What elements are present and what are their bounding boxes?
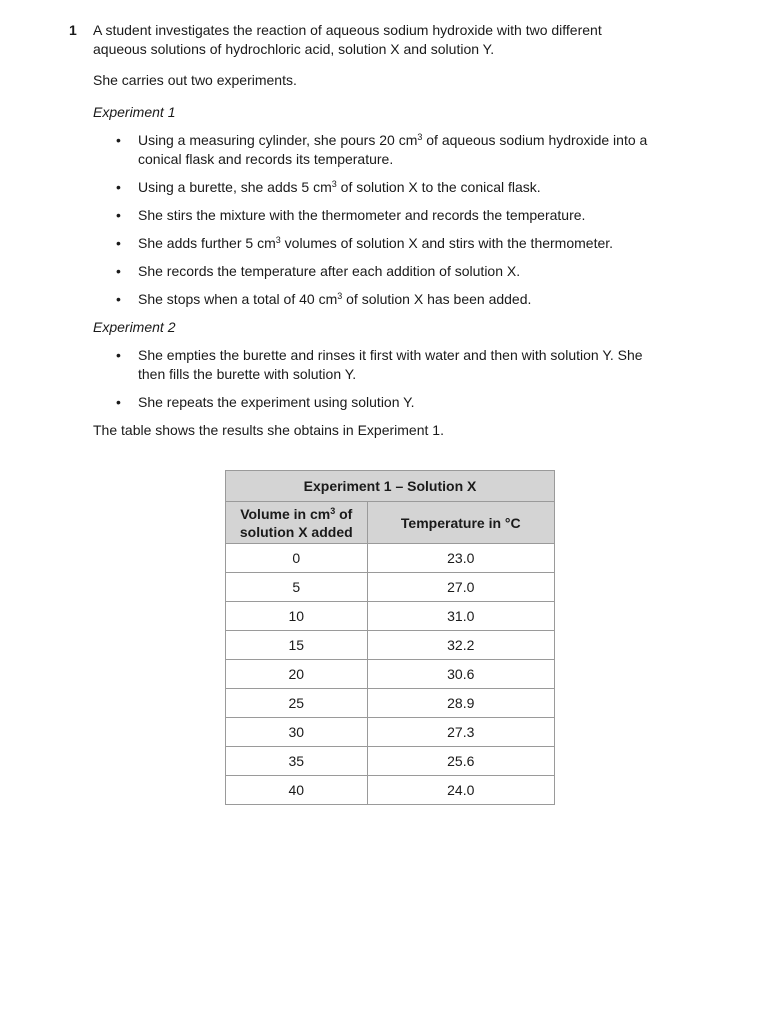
table-row bbox=[226, 573, 555, 602]
bullet-icon: • bbox=[116, 347, 121, 363]
table-row bbox=[226, 602, 555, 631]
bullet-text: She adds further 5 $cm^3$ volumes of solution X and stirs with the thermometer. bbox=[138, 235, 614, 251]
temperature-cell: 30.6 bbox=[367, 660, 554, 689]
bullet-icon: • bbox=[116, 132, 121, 148]
bullet-text: She records the temperature after each addition of solution X. bbox=[138, 263, 521, 279]
column-header-temperature: Temperature in °C bbox=[367, 502, 554, 544]
temperature-cell: 25.6 bbox=[367, 747, 554, 776]
bullet-icon: • bbox=[116, 291, 121, 307]
volume-cell: 5 bbox=[226, 573, 368, 602]
table-row bbox=[226, 718, 555, 747]
bullet-item bbox=[93, 178, 653, 197]
volume-cell: 30 bbox=[226, 718, 368, 747]
bullet-item bbox=[93, 393, 653, 412]
bullet-text: She repeats the experiment using solution Y. bbox=[138, 394, 415, 410]
table-row bbox=[226, 747, 555, 776]
table-row bbox=[226, 776, 555, 805]
bullet-text: Using a burette, she adds 5 $cm^3$ of solution X to the conical flask. bbox=[138, 179, 541, 195]
volume-cell: 15 bbox=[226, 631, 368, 660]
volume-cell: 20 bbox=[226, 660, 368, 689]
table-row bbox=[226, 689, 555, 718]
volume-cell: 0 bbox=[226, 544, 368, 573]
experiments-count-statement: She carries out two experiments. bbox=[93, 72, 297, 88]
temperature-cell: 27.3 bbox=[367, 718, 554, 747]
table-row bbox=[226, 631, 555, 660]
temperature-cell: 32.2 bbox=[367, 631, 554, 660]
question-content bbox=[93, 21, 653, 440]
question-intro: A student investigates the reaction of aqueous sodium hydroxide with two different aqueous solutions of hydrochloric acid, solution X and solution Y. bbox=[93, 22, 602, 57]
bullet-text: She empties the burette and rinses it first with water and then with solution Y. She then fills the burette with solution Y. bbox=[138, 347, 643, 382]
results-table bbox=[225, 470, 555, 805]
bullet-item bbox=[93, 206, 653, 225]
bullet-item bbox=[93, 234, 653, 253]
temperature-cell: 28.9 bbox=[367, 689, 554, 718]
table-row bbox=[226, 660, 555, 689]
volume-cell: 10 bbox=[226, 602, 368, 631]
bullet-icon: • bbox=[116, 235, 121, 251]
table-title: Experiment 1 – Solution X bbox=[226, 471, 555, 502]
bullet-icon: • bbox=[116, 207, 121, 223]
temperature-cell: 23.0 bbox=[367, 544, 554, 573]
volume-cell: 35 bbox=[226, 747, 368, 776]
experiment-1-heading: Experiment 1 bbox=[93, 104, 176, 120]
table-row bbox=[226, 544, 555, 573]
experiment-2-steps bbox=[93, 346, 653, 412]
bullet-icon: • bbox=[116, 263, 121, 279]
question-number: 1 bbox=[69, 22, 77, 38]
experiment-1-steps bbox=[93, 131, 653, 309]
bullet-icon: • bbox=[116, 179, 121, 195]
bullet-text: She stirs the mixture with the thermometer and records the temperature. bbox=[138, 207, 586, 223]
bullet-item bbox=[93, 131, 653, 169]
temperature-cell: 24.0 bbox=[367, 776, 554, 805]
temperature-cell: 27.0 bbox=[367, 573, 554, 602]
volume-cell: 40 bbox=[226, 776, 368, 805]
bullet-text: She stops when a total of 40 $cm^3$ of solution X has been added. bbox=[138, 291, 532, 307]
temperature-cell: 31.0 bbox=[367, 602, 554, 631]
volume-cell: 25 bbox=[226, 689, 368, 718]
bullet-item bbox=[93, 262, 653, 281]
bullet-text: Using a measuring cylinder, she pours 20 $cm^3$ of aqueous sodium hydroxide into a conical flask and records its temperature. bbox=[138, 132, 648, 167]
column-header-volume: Volume in $cm^3$ of solution X added bbox=[226, 502, 368, 544]
table-intro: The table shows the results she obtains in Experiment 1. bbox=[93, 422, 444, 438]
bullet-icon: • bbox=[116, 394, 121, 410]
experiment-2-heading: Experiment 2 bbox=[93, 319, 176, 335]
bullet-item bbox=[93, 290, 653, 309]
bullet-item bbox=[93, 346, 653, 384]
